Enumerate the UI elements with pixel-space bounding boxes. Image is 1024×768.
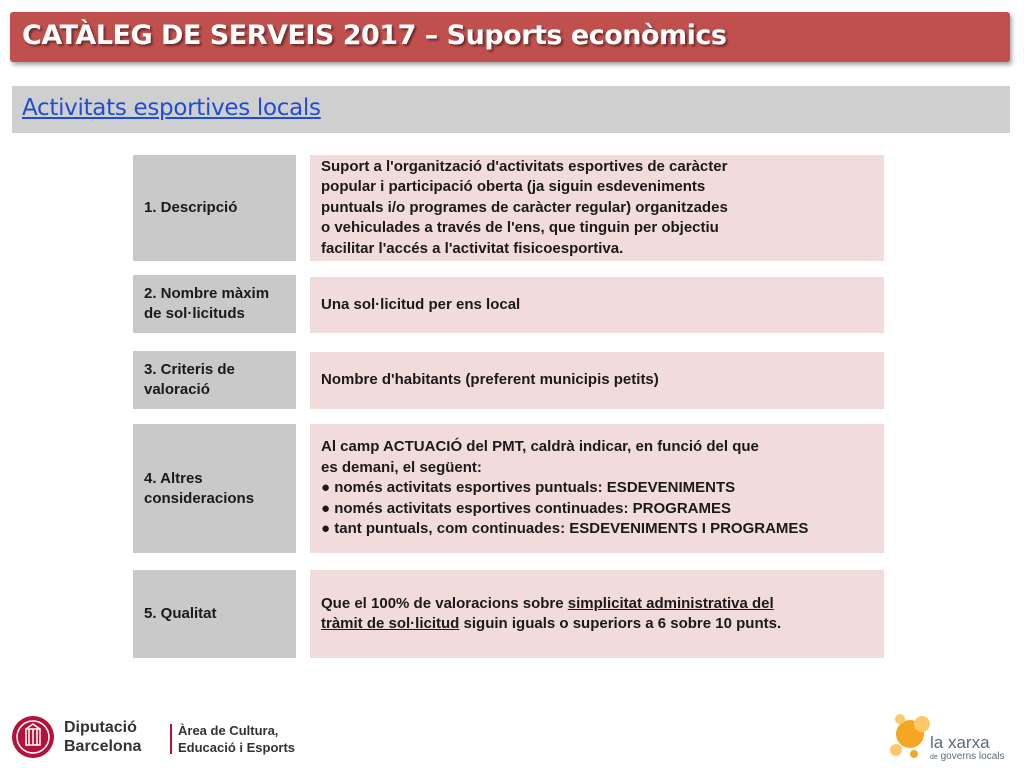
label-line: 3. Criteris de — [144, 361, 235, 378]
underlined-text: simplicitat administrativa del — [567, 594, 774, 612]
value-line — [321, 614, 878, 635]
bullet-line: ● només activitats esportives continuades: PROGRAMES — [321, 499, 731, 517]
area-name-line: Educació i Esports — [178, 740, 296, 755]
underlined-text: tràmit de sol·licitud — [321, 615, 460, 632]
value-line: Nombre d'habitants (preferent municipis petits) — [321, 371, 659, 389]
xarxa-circles-icon — [888, 710, 932, 762]
value-line: Una sol·licitud per ens local — [321, 295, 521, 313]
xarxa-sub-small: de — [930, 754, 938, 761]
diputacio-seal-icon — [12, 716, 54, 758]
area-name-line: Àrea de Cultura, — [178, 723, 279, 738]
value-line: es demani, el següent: — [321, 458, 482, 476]
diputacio-logo — [12, 714, 312, 762]
value-text: siguin iguals o superiors a 6 sobre 10 punts. — [459, 615, 782, 632]
diputacio-name — [64, 718, 141, 756]
label-line: 1. Descripció — [144, 199, 238, 216]
footer-divider — [170, 724, 172, 754]
row-value-qualitat — [310, 570, 884, 658]
row-value-nombre-maxim — [310, 277, 884, 333]
row-value-criteris — [310, 352, 884, 409]
bullet-line: ● només activitats esportives puntuals: ESDEVENIMENTS — [321, 479, 736, 497]
row-label-altres — [133, 424, 296, 553]
label-line: 4. Altres — [144, 469, 203, 487]
label-line: de sol·licituds — [144, 305, 245, 322]
value-line: Al camp ACTUACIÓ del PMT, caldrà indicar, en funció del que — [321, 438, 759, 456]
header-banner — [10, 12, 1010, 62]
value-text: Que el 100% de valoracions sobre — [321, 594, 568, 612]
xarxa-sub-text: governs locals — [940, 751, 1005, 762]
diputacio-name-line: Diputació — [64, 719, 137, 736]
value-line: facilitar l'accés a l'activitat fisicoesportiva. — [321, 239, 624, 257]
subtitle-bar — [12, 86, 1010, 133]
row-value-altres — [310, 424, 884, 553]
value-line: puntuals i/o programes de caràcter regular) organitzades — [321, 198, 728, 216]
value-line — [321, 594, 878, 615]
xarxa-name: la xarxa — [930, 733, 990, 752]
row-value-descripcio — [310, 155, 884, 261]
area-name — [178, 722, 295, 756]
section-subtitle[interactable]: Activitats esportives locals — [22, 95, 321, 121]
row-label-criteris — [133, 351, 296, 409]
value-line: Suport a l'organització d'activitats esportives de caràcter — [321, 157, 728, 175]
bullet-line: ● tant puntuals, com continuades: ESDEVENIMENTS I PROGRAMES — [321, 520, 809, 538]
value-line: popular i participació oberta (ja siguin esdeveniments — [321, 178, 706, 196]
value-line: o vehiculades a través de l'ens, que tinguin per objectiu — [321, 219, 719, 237]
row-label-nombre-maxim — [133, 275, 296, 333]
row-label-descripcio — [133, 155, 296, 261]
diputacio-name-line: Barcelona — [64, 738, 142, 755]
label-line: 5. Qualitat — [144, 605, 217, 622]
label-line: valoració — [144, 381, 210, 398]
label-line: consideracions — [144, 489, 255, 507]
xarxa-logo — [888, 710, 1018, 765]
page-title: CATÀLEG DE SERVEIS 2017 – Suports econòmics — [22, 20, 727, 51]
row-label-qualitat — [133, 570, 296, 658]
xarxa-subtitle — [930, 751, 1005, 763]
label-line: 2. Nombre màxim — [144, 285, 270, 302]
